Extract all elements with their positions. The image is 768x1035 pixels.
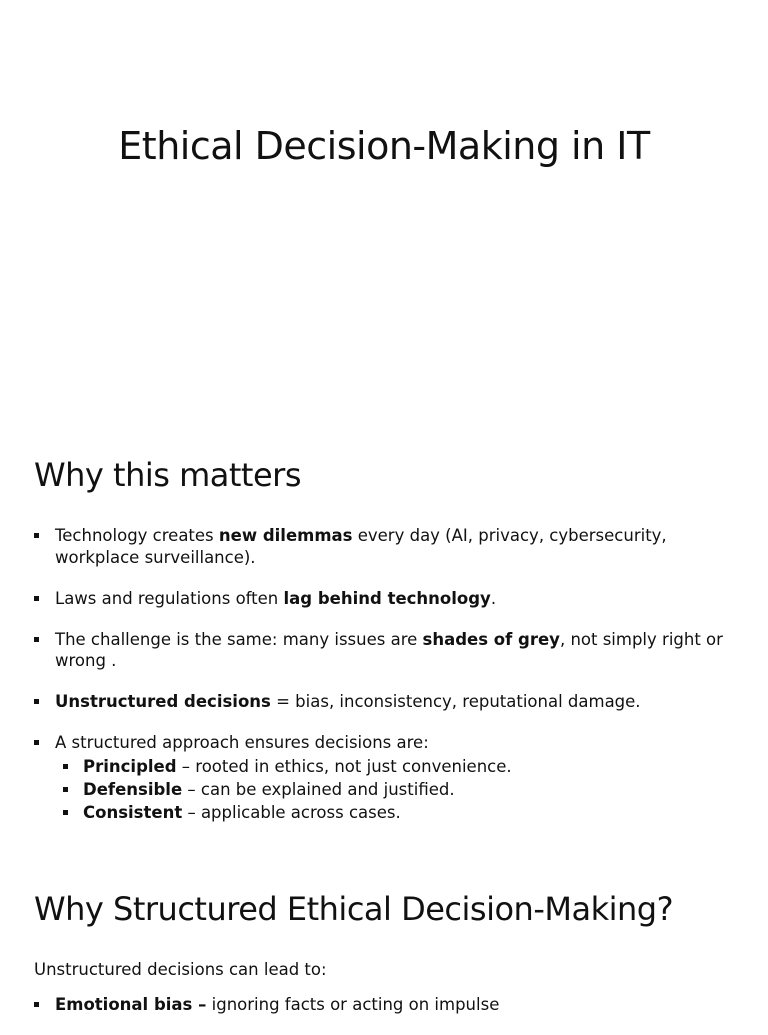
bullet-emphasis: Principled (83, 756, 177, 776)
intro-text: Unstructured decisions can lead to: (34, 960, 327, 979)
bullet-emphasis: Unstructured decisions (55, 692, 271, 711)
page-title: Ethical Decision-Making in IT (118, 124, 650, 168)
bullet-text: A structured approach ensures decisions are: (55, 733, 429, 752)
section-why-structured (34, 889, 734, 1035)
list-item (34, 629, 734, 672)
list-item (34, 588, 734, 610)
list-item (34, 732, 734, 824)
sub-list-item (55, 755, 734, 778)
bullet-text: = bias, inconsistency, reputational damage. (270, 692, 641, 711)
list-item (34, 994, 734, 1016)
list-item (34, 691, 734, 713)
bullet-emphasis: lag behind technology (283, 588, 491, 608)
bullet-text: ignoring facts or acting on impulse (206, 995, 500, 1014)
bullet-text: – can be explained and justified. (182, 779, 455, 799)
sub-list-item (55, 778, 734, 801)
bullet-text: Technology creates (55, 526, 219, 545)
list-item (34, 525, 734, 568)
bullet-emphasis: Emotional bias – (55, 995, 207, 1014)
bullet-text: – applicable across cases. (182, 802, 401, 822)
bullet-emphasis: Defensible (83, 779, 183, 799)
sub-list-item (55, 801, 734, 824)
bullet-text: . (490, 588, 497, 608)
bullet-list (34, 994, 734, 1016)
section-heading: Why Structured Ethical Decision-Making? (34, 890, 674, 928)
bullet-emphasis: new dilemmas (218, 526, 353, 545)
bullet-emphasis: shades of grey (422, 629, 560, 649)
bullet-text: The challenge is the same: many issues are (55, 629, 423, 649)
bullet-text: , not simply right or wrong . (55, 629, 723, 670)
bullet-text: Laws and regulations often (55, 588, 284, 608)
bullet-list (34, 525, 734, 824)
sub-bullet-list (55, 755, 734, 824)
bullet-text: – rooted in ethics, not just convenience. (176, 756, 512, 776)
bullet-text: every day (AI, privacy, cybersecurity, workplace surveillance). (55, 526, 667, 567)
section-why-this-matters (34, 455, 734, 843)
section-heading: Why this matters (34, 456, 301, 494)
bullet-emphasis: Consistent (83, 802, 183, 822)
